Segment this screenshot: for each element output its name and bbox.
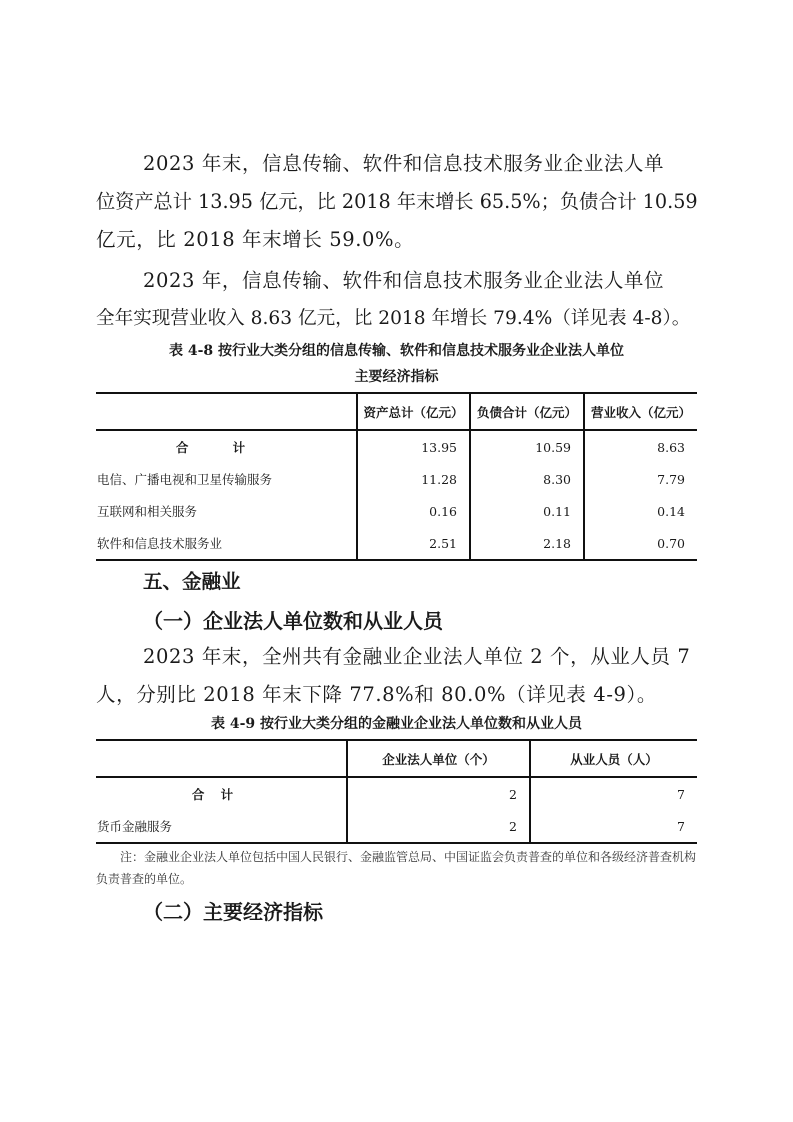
cell-value: 8.30	[470, 463, 584, 495]
row-label: 电信、广播电视和卫星传输服务	[97, 472, 273, 487]
table-header: 负债合计（亿元）	[470, 393, 584, 430]
cell-value: 0.14	[584, 495, 697, 527]
table-4-9	[96, 739, 697, 844]
cell-value: 2.51	[357, 527, 470, 560]
table-row	[96, 495, 697, 527]
table-header: 企业法人单位（个）	[347, 740, 530, 777]
table-row	[96, 463, 697, 495]
cell-value: 2	[347, 777, 530, 810]
cell-value: 13.95	[357, 430, 470, 463]
cell-value: 7.79	[584, 463, 697, 495]
paragraph-line: 亿元，比 2018 年末增长 59.0%。	[96, 228, 415, 251]
table-caption: 主要经济指标	[354, 369, 439, 385]
table-note: 注：金融业企业法人单位包括中国人民银行、金融监管总局、中国证监会负责普查的单位和各级经济普查机构	[120, 850, 697, 864]
row-label: 互联网和相关服务	[97, 504, 198, 519]
cell-value: 2	[347, 810, 530, 843]
cell-value: 0.70	[584, 527, 697, 560]
paragraph-line: 2023 年末，全州共有金融业企业法人单位 2 个，从业人员 7	[143, 645, 691, 668]
table-header: 营业收入（亿元）	[584, 393, 697, 430]
row-label: 合 计	[175, 440, 266, 455]
cell-value: 7	[530, 777, 697, 810]
table-header-row	[96, 393, 697, 430]
row-label: 合 计	[191, 787, 240, 802]
section-heading: 五、金融业	[143, 570, 241, 593]
table-row	[96, 527, 697, 560]
table-header	[96, 393, 357, 430]
table-row	[96, 810, 697, 843]
subsection-heading: （一）企业法人单位数和从业人员	[143, 609, 443, 633]
paragraph-line: 2023 年末，信息传输、软件和信息技术服务业企业法人单	[143, 152, 665, 175]
cell-value: 7	[530, 810, 697, 843]
table-caption: 表 4-8 按行业大类分组的信息传输、软件和信息技术服务业企业法人单位	[168, 343, 625, 359]
table-4-8	[96, 392, 697, 561]
cell-value: 2.18	[470, 527, 584, 560]
table-caption: 表 4-9 按行业大类分组的金融业企业法人单位数和从业人员	[210, 716, 583, 732]
row-label: 货币金融服务	[96, 810, 347, 843]
table-header: 资产总计（亿元）	[357, 393, 470, 430]
cell-value: 0.16	[357, 495, 470, 527]
cell-value: 10.59	[470, 430, 584, 463]
cell-value: 11.28	[357, 463, 470, 495]
table-note: 负责普查的单位。	[96, 872, 193, 886]
table-header-row	[96, 740, 697, 777]
paragraph-line: 全年实现营业收入 8.63 亿元，比 2018 年增长 79.4%（详见表 4-8）。	[96, 308, 691, 329]
table-header	[96, 740, 347, 777]
table-row	[96, 430, 697, 463]
table-header: 从业人员（人）	[530, 740, 697, 777]
cell-value: 8.63	[584, 430, 697, 463]
subsection-heading: （二）主要经济指标	[143, 900, 323, 924]
paragraph-line: 位资产总计 13.95 亿元，比 2018 年末增长 65.5%；负债合计 10.59	[96, 190, 698, 213]
table-row	[96, 777, 697, 810]
row-label: 软件和信息技术服务业	[96, 527, 357, 560]
paragraph-line: 人，分别比 2018 年末下降 77.8%和 80.0%（详见表 4-9）。	[96, 683, 657, 706]
cell-value: 0.11	[470, 495, 584, 527]
paragraph-line: 2023 年，信息传输、软件和信息技术服务业企业法人单位	[143, 269, 665, 292]
